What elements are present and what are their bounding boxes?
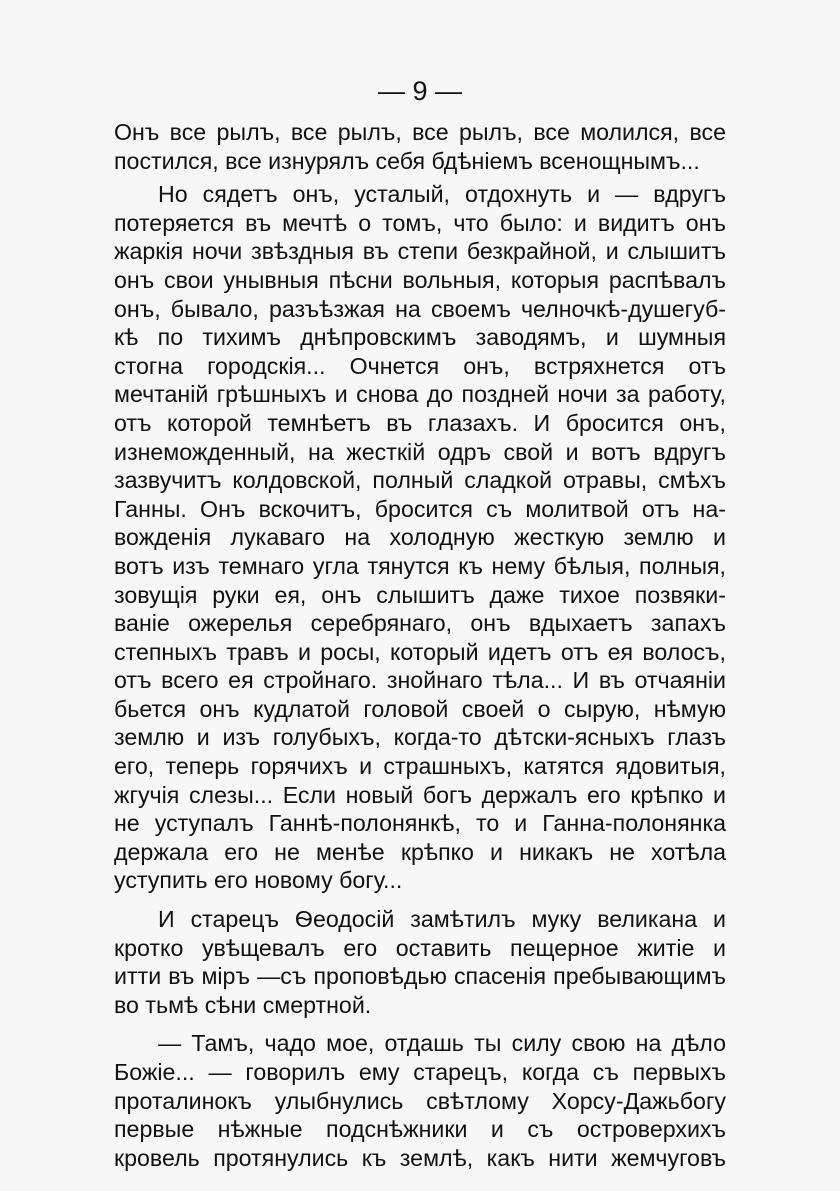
text-line: его, теперь горячихъ и страшныхъ, катятся ядовитыя,: [114, 753, 726, 780]
text-line: землю и изъ голубыхъ, когда-то дѣтски-ясныхъ глазъ: [114, 724, 726, 751]
text-line: потеряется въ мечтѣ о томъ, что было: и видитъ онъ: [114, 209, 726, 236]
text-line: итти въ міръ —съ проповѣдью спасенія пребывающимъ: [114, 963, 726, 990]
text-line: во тьмѣ сѣни смертной.: [114, 991, 372, 1018]
text-line: первые нѣжные подснѣжники и съ островерхихъ: [114, 1116, 726, 1143]
text-line: Ганны. Онъ вскочитъ, бросится съ молитвой отъ на-: [114, 495, 726, 522]
text-line: жгучія слезы... Если новый богъ держалъ его крѣпко и: [114, 781, 726, 808]
paragraph-1: [114, 118, 726, 175]
page-number: — 9 —: [377, 76, 463, 106]
text-line: изнеможденный, на жесткій одръ свой и вотъ вдругъ: [114, 438, 726, 465]
text-line: кровель протянулись къ землѣ, какъ нити жемчуговъ: [114, 1144, 726, 1171]
text-line: проталинокъ улыбнулись свѣтлому Хорсу-Дажьбогу: [114, 1087, 726, 1114]
text-line: — Тамъ, чадо мое, отдашь ты силу свою на дѣло: [158, 1030, 726, 1057]
text-line: Божіе... — говорилъ ему старецъ, когда съ первыхъ: [114, 1059, 726, 1085]
text-line: онъ свои унывныя пѣсни вольныя, которыя распѣвалъ: [114, 266, 726, 293]
text-line: Но сядетъ онъ, усталый, отдохнуть и — вдругъ: [158, 181, 726, 208]
text-line: не уступалъ Ганнѣ-полонянкѣ, то и Ганна-полонянка: [114, 810, 726, 837]
text-line: Онъ все рылъ, все рылъ, все рылъ, все молился, все: [114, 119, 726, 145]
text-line: уступить его новому богу...: [114, 867, 403, 894]
text-line: мечтаній грѣшныхъ и снова до поздней ночи за работу,: [114, 381, 726, 408]
text-line: кротко увѣщевалъ его оставить пещерное житіе и: [114, 934, 726, 961]
text-line: И старецъ Ѳеодосій замѣтилъ муку великана и: [158, 906, 726, 933]
text-line: вожденія лукаваго на холодную жесткую землю и: [114, 524, 726, 551]
text-line: стогна городскія... Очнется онъ, встряхнется отъ: [114, 352, 726, 379]
text-line: отъ которой темнѣетъ въ глазахъ. И бросится онъ,: [114, 409, 726, 436]
paragraph-3: [114, 905, 726, 1019]
body-text: [114, 118, 726, 1172]
text-line: зазвучитъ колдовской, полный сладкой отравы, смѣхъ: [114, 467, 726, 494]
text-line: вотъ изъ темнаго угла тянутся къ нему бѣлыя, полныя,: [114, 552, 726, 579]
text-line: бьется онъ кудлатой головой своей о сырую, нѣмую: [114, 695, 726, 722]
text-line: держала его не менѣе крѣпко и никакъ не хотѣла: [114, 838, 726, 865]
text-line: постился, все изнурялъ себя бдѣніемъ всенощнымъ...: [114, 147, 700, 174]
text-line: зовущія руки ея, онъ слышитъ даже тихое позвяки-: [114, 581, 726, 608]
text-line: отъ всего ея стройнаго. знойнаго тѣла... И въ отчаяніи: [114, 667, 726, 694]
paragraph-4: [114, 1029, 726, 1172]
paragraph-2: [114, 180, 726, 895]
text-line: жаркія ночи звѣздныя въ степи безкрайной, и слышитъ: [114, 238, 726, 265]
text-line: кѣ по тихимъ днѣпровскимъ заводямъ, и шумныя: [114, 324, 726, 351]
text-line: онъ, бывало, разъѣзжая на своемъ челночкѣ-душегуб-: [114, 295, 726, 322]
text-line: ваніе ожерелья серебрянаго, онъ вдыхаетъ запахъ: [114, 610, 726, 637]
text-line: степныхъ травъ и росы, который идетъ отъ ея волосъ,: [114, 638, 726, 665]
